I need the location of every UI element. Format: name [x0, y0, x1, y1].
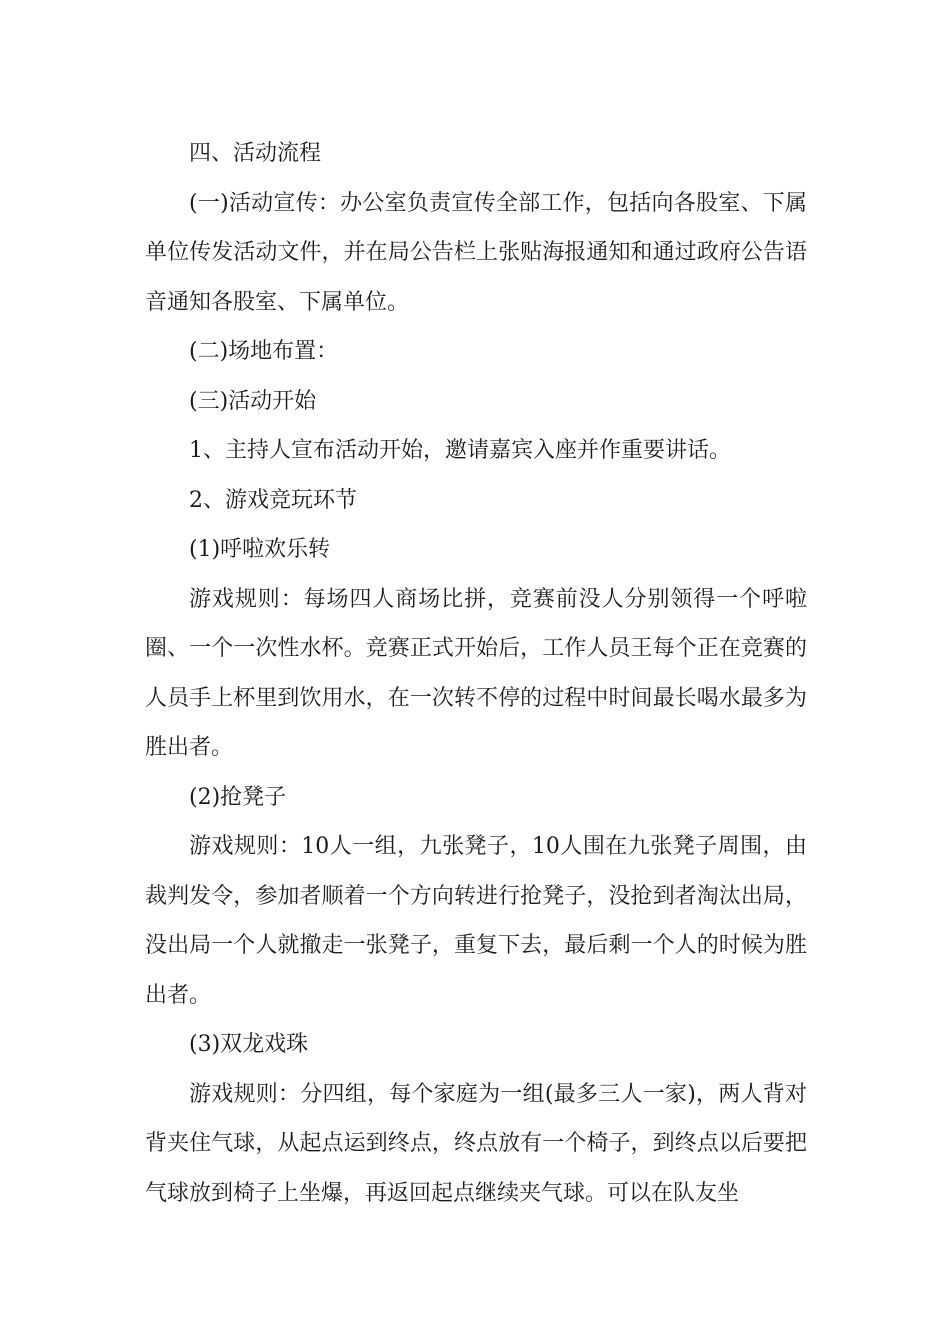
paragraph-start: (三)活动开始 [189, 388, 317, 414]
paragraph-games: 2、游戏竞玩环节 [189, 487, 357, 513]
game-title-chairs: (2)抢凳子 [189, 784, 287, 810]
game-rules-balloon: 游戏规则：分四组，每个家庭为一组(最多三人一家)，两人背对背夹住气球，从起点运到终点，终点放有一个椅子，到终点以后要把气球放到椅子上坐爆，再返回起点继续夹气球。可以在队友坐 [145, 1081, 807, 1206]
game-rules-hula: 游戏规则：每场四人商场比拼，竞赛前没人分别领得一个呼啦圈、一个一次性水杯。竞赛正式开始后，工作人员王每个正在竞赛的人员手上杯里到饮用水，在一次转不停的过程中时间最长喝水最多为胜出者。 [145, 586, 807, 760]
paragraph-host: 1、主持人宣布活动开始，邀请嘉宾入座并作重要讲话。 [189, 438, 731, 463]
game-rules-chairs: 游戏规则：10人一组，九张凳子，10人围在九张凳子周围，由裁判发令，参加者顺着一个方向转进行抢凳子，没抢到者淘汰出局，没出局一个人就撤走一张凳子，重复下去，最后剩一个人的时候为胜出者。 [145, 834, 807, 1008]
game-title-hula: (1)呼啦欢乐转 [189, 537, 331, 562]
document-body [145, 129, 807, 1218]
paragraph-publicity: (一)活动宣传：办公室负责宣传全部工作，包括向各股室、下属单位传发活动文件，并在局公告栏上张贴海报通知和通过政府公告语音通知各股室、下属单位。 [145, 190, 807, 315]
section-heading: 四、活动流程 [189, 141, 322, 166]
game-title-balloon: (3)双龙戏珠 [189, 1032, 309, 1057]
paragraph-venue: (二)场地布置： [189, 339, 339, 364]
